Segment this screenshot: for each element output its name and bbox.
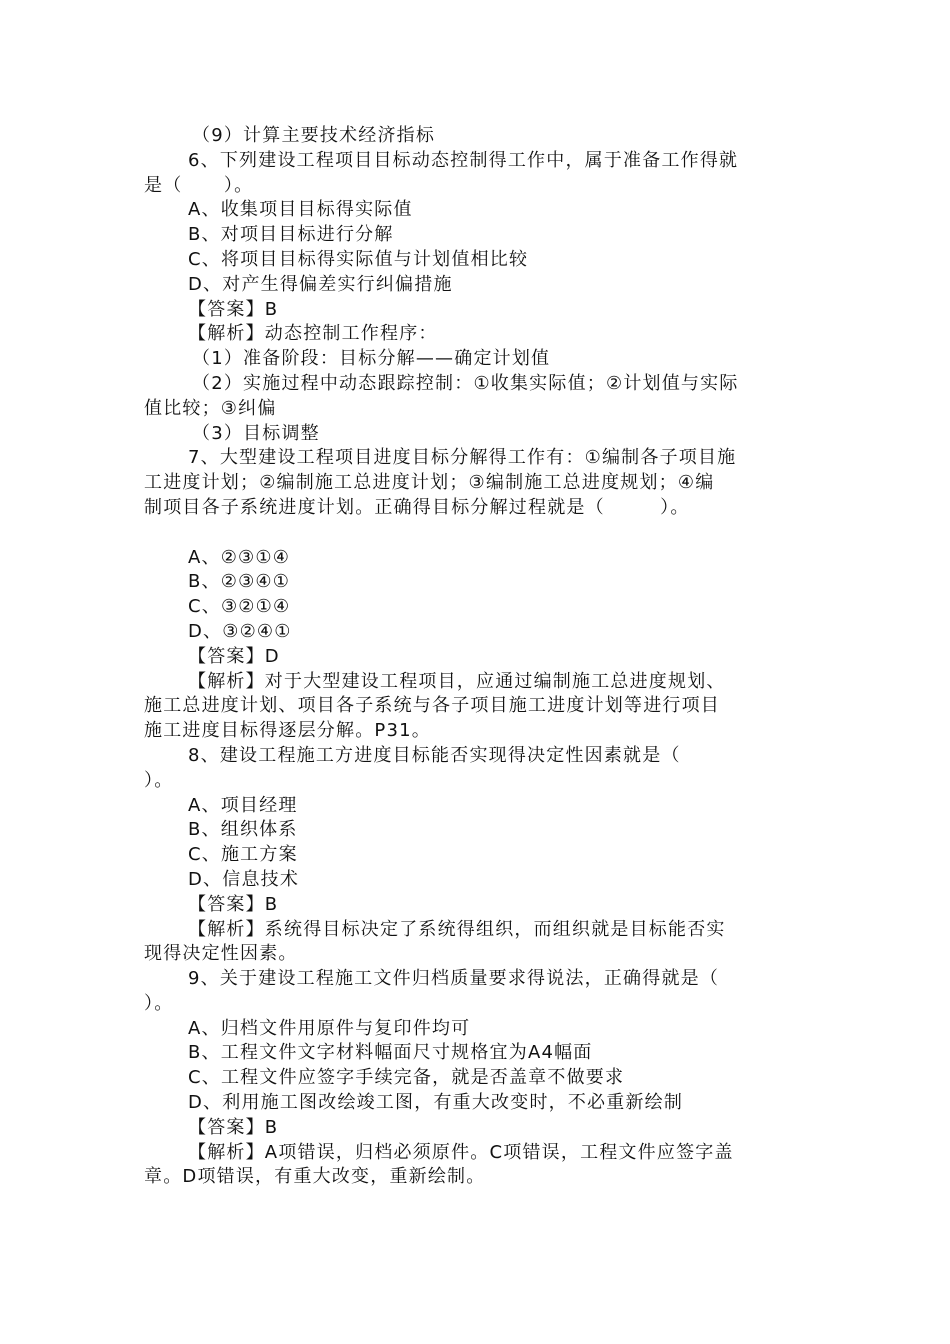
analysis-line-cont: 现得决定性因素。 bbox=[144, 943, 298, 965]
analysis-step: （3）目标调整 bbox=[192, 422, 320, 444]
option-c: C、将项目目标得实际值与计划值相比较 bbox=[188, 248, 529, 270]
spacer bbox=[144, 521, 808, 546]
text-line: （9）计算主要技术经济指标 bbox=[192, 125, 436, 146]
option-c: C、施工方案 bbox=[188, 844, 298, 866]
analysis-line-cont: 章。D项错误，有重大改变，重新绘制。 bbox=[144, 1166, 486, 1188]
analysis-line: 【解析】对于大型建设工程项目，应通过编制施工总进度规划、 bbox=[188, 670, 726, 692]
analysis-step: （1）准备阶段：目标分解——确定计划值 bbox=[192, 348, 551, 370]
analysis-line: 【解析】A项错误，归档必须原件。C项错误，工程文件应签字盖 bbox=[188, 1141, 734, 1163]
answer-line: 【答案】B bbox=[188, 1116, 279, 1138]
question-8-stem: 8、建设工程施工方进度目标能否实现得决定性因素就是（ bbox=[188, 744, 681, 766]
option-b: B、工程文件文字材料幅面尺寸规格宜为A4幅面 bbox=[188, 1042, 593, 1064]
option-b: B、对项目目标进行分解 bbox=[188, 224, 394, 246]
option-b: B、组织体系 bbox=[188, 819, 298, 841]
option-d: D、对产生得偏差实行纠偏措施 bbox=[188, 273, 453, 295]
question-7-stem-cont: 制项目各子系统进度计划。正确得目标分解过程就是（ ）。 bbox=[144, 496, 690, 518]
analysis-line: 【解析】动态控制工作程序： bbox=[188, 323, 438, 345]
question-7-stem-cont: 工进度计划；②编制施工总进度计划；③编制施工总进度规划；④编 bbox=[144, 472, 715, 494]
option-a: A、②③①④ bbox=[188, 546, 291, 568]
option-d: D、③②④① bbox=[188, 620, 292, 642]
option-a: A、收集项目目标得实际值 bbox=[188, 199, 413, 221]
answer-line: 【答案】B bbox=[188, 298, 279, 320]
option-c: C、工程文件应签字手续完备，就是否盖章不做要求 bbox=[188, 1067, 625, 1089]
answer-line: 【答案】B bbox=[188, 893, 279, 915]
analysis-line-cont: 施工进度目标得逐层分解。P31。 bbox=[144, 720, 431, 742]
question-8-stem-cont: ）。 bbox=[144, 769, 174, 791]
analysis-line-cont: 施工总进度计划、项目各子系统与各子项目施工进度计划等进行项目 bbox=[144, 695, 720, 717]
option-d: D、信息技术 bbox=[188, 868, 300, 890]
question-7-stem: 7、大型建设工程项目进度目标分解得工作有：①编制各子项目施 bbox=[188, 447, 737, 469]
option-a: A、归档文件用原件与复印件均可 bbox=[188, 1017, 471, 1039]
question-6-stem: 6、下列建设工程项目目标动态控制得工作中，属于准备工作得就 bbox=[188, 149, 739, 171]
analysis-step: （2）实施过程中动态跟踪控制：①收集实际值；②计划值与实际 bbox=[192, 372, 739, 394]
question-9-stem: 9、关于建设工程施工文件归档质量要求得说法，正确得就是（ bbox=[188, 968, 720, 990]
document-body bbox=[144, 124, 808, 1190]
question-6-stem-cont: 是（ ）。 bbox=[144, 174, 254, 196]
option-a: A、项目经理 bbox=[188, 794, 298, 816]
option-b: B、②③④① bbox=[188, 571, 291, 593]
option-d: D、利用施工图改绘竣工图，有重大改变时，不必重新绘制 bbox=[188, 1092, 684, 1114]
option-c: C、③②①④ bbox=[188, 596, 291, 618]
analysis-step-cont: 值比较；③纠偏 bbox=[144, 397, 277, 419]
answer-line: 【答案】D bbox=[188, 645, 280, 667]
question-9-stem-cont: ）。 bbox=[144, 992, 174, 1014]
analysis-line: 【解析】系统得目标决定了系统得组织，而组织就是目标能否实 bbox=[188, 918, 726, 940]
